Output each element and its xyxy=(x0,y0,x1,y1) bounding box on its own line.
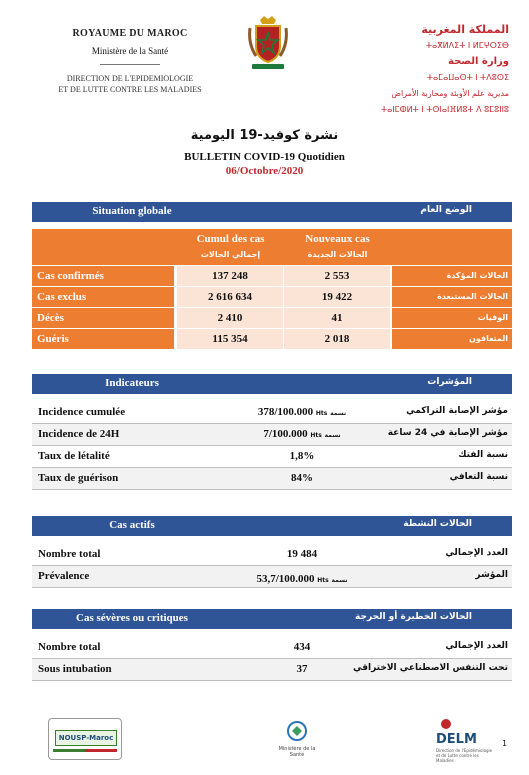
kingdom-label: ROYAUME DU MAROC xyxy=(72,28,188,39)
bulletin-title-fr: BULLETIN COVID-19 Quotidien xyxy=(184,151,345,163)
delm-logo: DELM Direction de l'Epidémiologie et de Lutte contre les Maladies xyxy=(436,718,496,758)
table-row: Incidence de 24H 7/100.000 Hts نسمة مؤشر الإصابة في 24 ساعة xyxy=(32,424,512,446)
page-number: 1 xyxy=(502,739,508,748)
bulletin-date: 06/Octobre/2020 xyxy=(225,165,304,177)
col-nouveaux: Nouveaux cas الحالات الجديدة xyxy=(305,233,370,259)
table-row: Sous intubation 37 تحت التنفس الاصطناعي الاختراقي xyxy=(32,659,512,681)
kingdom-label-ar: المملكة المغربية xyxy=(421,23,509,36)
header-left xyxy=(40,28,220,95)
direction-label-ar: مديرية علم الأوبئة ومحاربة الأمراض xyxy=(391,89,509,98)
bulletin-title-ar: نشرة كوفيد-19 اليومية xyxy=(190,128,339,143)
table-row: Décès 2 410 41 الوفيات xyxy=(32,308,512,328)
section-title-fr: Indicateurs xyxy=(105,377,159,389)
section-cas-severes xyxy=(32,609,512,629)
section-title-ar: الحالات النشطة xyxy=(403,519,472,529)
header-right xyxy=(309,22,509,118)
table-row: Cas confirmés 137 248 2 553 الحالات المؤكدة xyxy=(32,266,512,286)
ministry-logo-icon xyxy=(275,718,319,746)
situation-table xyxy=(32,229,512,349)
section-indicateurs xyxy=(32,374,512,394)
situation-table-header xyxy=(32,229,512,265)
table-row: Prévalence 53,7/100.000 Hts نسمة المؤشر xyxy=(32,566,512,588)
section-title-fr: Situation globale xyxy=(92,205,172,217)
section-cas-actifs xyxy=(32,516,512,536)
section-title-ar: الحالات الخطيرة أو الحرجة xyxy=(355,612,472,622)
delm-logo-icon xyxy=(440,718,452,730)
table-row: Taux de guérison 84% نسبة التعافي xyxy=(32,468,512,490)
table-row: Guéris 115 354 2 018 المتعافون xyxy=(32,329,512,349)
direction-label-tif: ⵜⴰⵏⵎⵀⵍⵜ ⵏ ⵜⵙⵏⴰⵏⴼⵍⵓⵜ ⴷ ⵓⵎⵓⵏⵏⵓ xyxy=(380,105,509,114)
direction-label-2: ET DE LUTTE CONTRE LES MALADIES xyxy=(58,85,202,94)
table-row: Cas exclus 2 616 634 19 422 الحالات المستبعدة xyxy=(32,287,512,307)
kingdom-label-tif: ⵜⴰⴳⵍⴷⵉⵜ ⵏ ⵍⵎⵖⵔⵉⴱ xyxy=(425,41,509,50)
ministry-logo: Ministère de la Santé xyxy=(275,718,319,758)
section-title-fr: Cas actifs xyxy=(109,519,155,531)
ministry-label-ar: وزارة الصحة xyxy=(448,56,509,67)
ministry-label-tif: ⵜⴰⵎⴰⵡⴰⵙⵜ ⵏ ⵜⴷⵓⵙⵉ xyxy=(426,73,509,82)
table-row: Incidence cumulée 378/100.000 Hts نسمة مؤشر الإصابة التراكمي xyxy=(32,402,512,424)
section-title-ar: المؤشرات xyxy=(427,377,472,387)
nousp-logo: NOUSP-Maroc xyxy=(48,718,122,760)
table-row: Nombre total 434 العدد الإجمالي xyxy=(32,637,512,659)
section-title-fr: Cas sévères ou critiques xyxy=(76,612,188,624)
coat-of-arms-icon xyxy=(246,14,290,72)
col-cumul: Cumul des cas إجمالي الحالات xyxy=(196,233,265,259)
section-title-ar: الوضع العام xyxy=(420,205,472,215)
direction-label-1: DIRECTION DE L'EPIDEMIOLOGIE xyxy=(66,74,194,83)
section-situation-globale xyxy=(32,202,512,222)
divider xyxy=(100,64,160,65)
ministry-label: Ministère de la Santé xyxy=(91,46,169,56)
table-row: Nombre total 19 484 العدد الإجمالي xyxy=(32,544,512,566)
table-row: Taux de létalité 1,8% نسبة الفتك xyxy=(32,446,512,468)
